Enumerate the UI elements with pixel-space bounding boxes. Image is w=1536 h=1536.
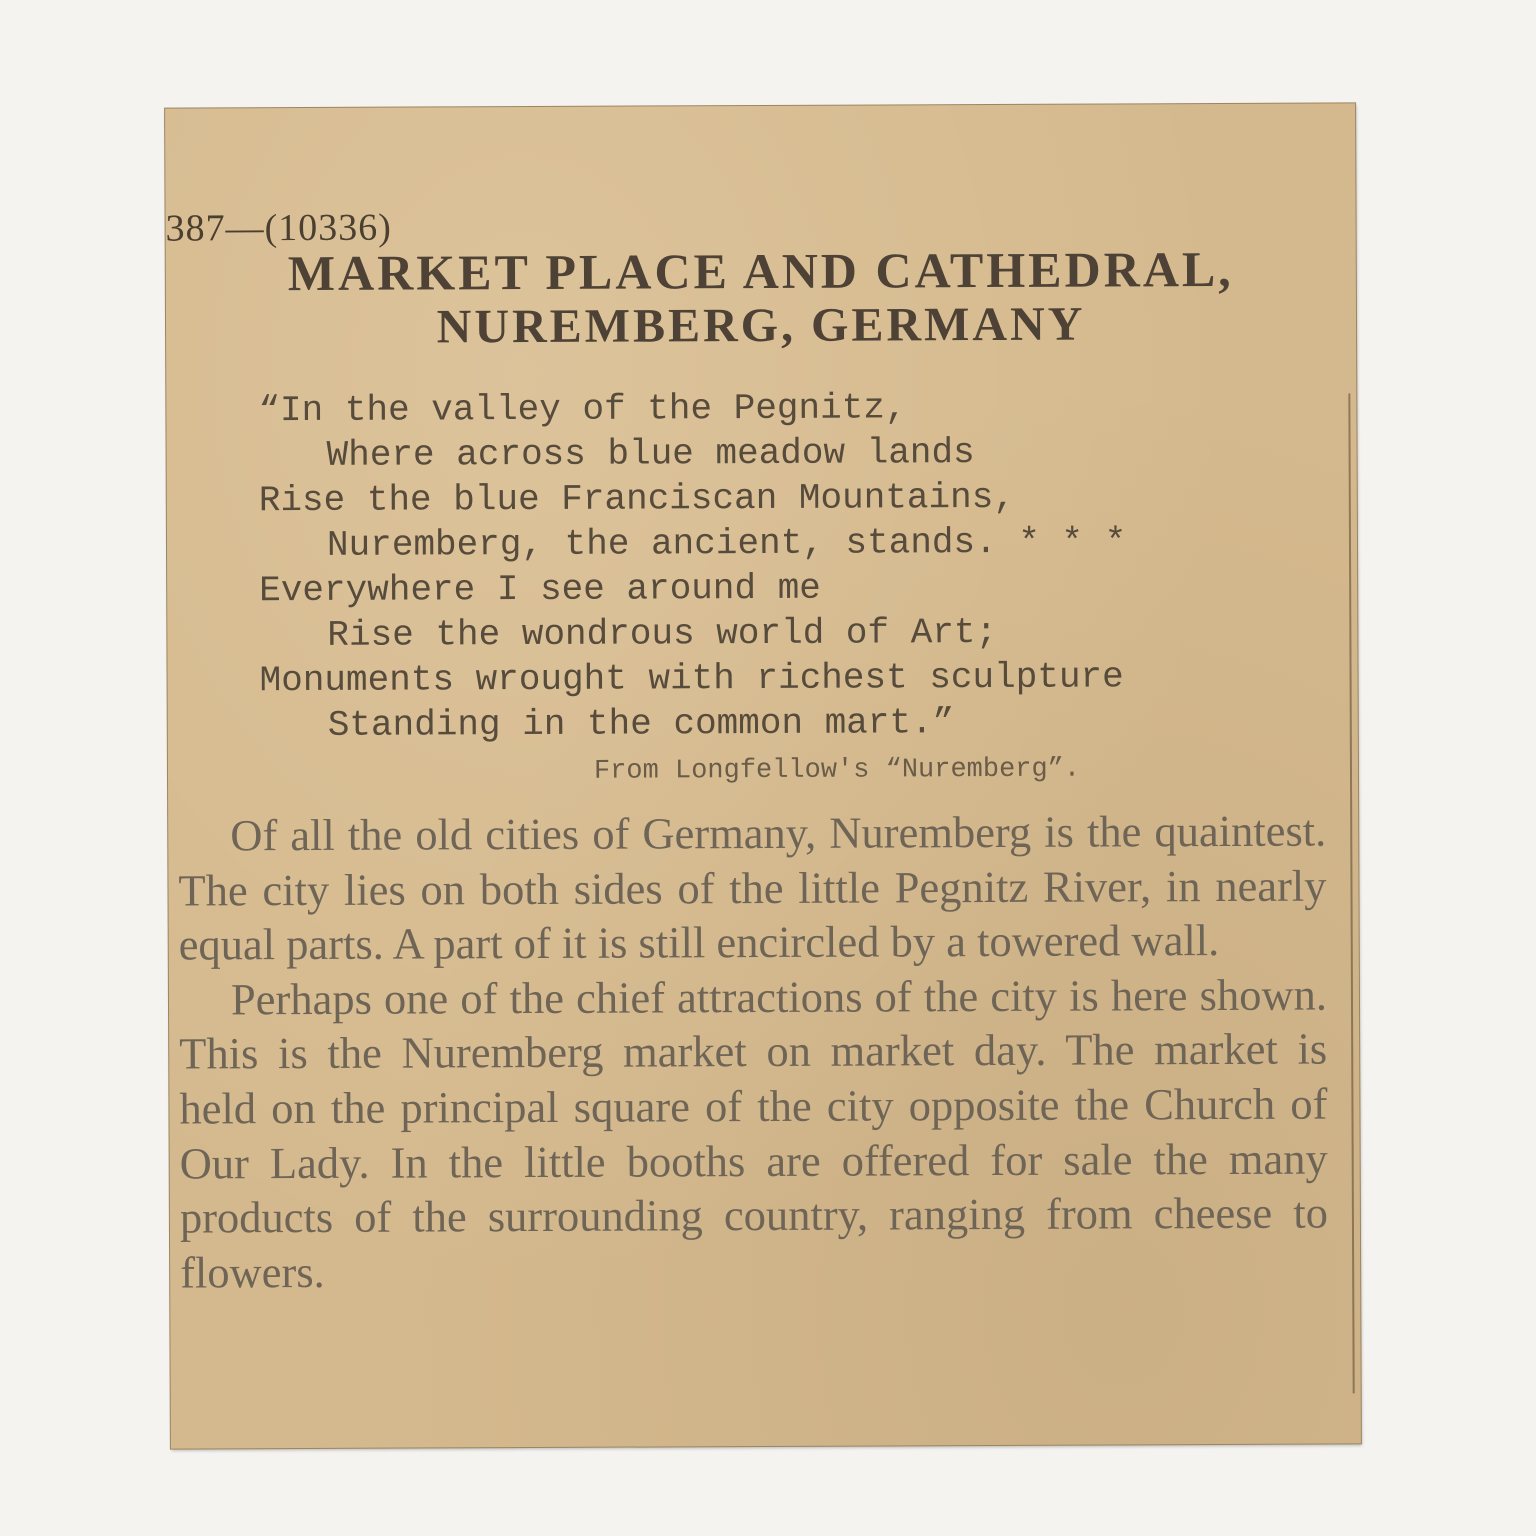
- poem-line: Standing in the common mart.”: [327, 702, 955, 746]
- poem-line: Nuremberg, the ancient, stands. * * *: [326, 521, 1127, 566]
- poem-line: Everywhere I see around me: [259, 567, 821, 612]
- poem-line: Rise the wondrous world of Art;: [327, 611, 998, 656]
- poem-line: Rise the blue Franciscan Mountains,: [258, 476, 1016, 522]
- poem-quote: [258, 384, 1260, 748]
- description-paragraph: Perhaps one of the chief attractions of the city is here shown. This is the Nuremberg market on market day. The market is held on the principal square of the city opposite the Church of Our Lady. In the little booths are offered for sale the many products of the surrounding country, ranging from cheese to flowers.: [179, 969, 1329, 1298]
- poem-attribution: From Longfellow's “Nuremberg”.: [593, 754, 1081, 787]
- poem-line: “In the valley of the Pegnitz,: [258, 387, 907, 432]
- title-line-1: MARKET PLACE AND CATHEDRAL,: [287, 240, 1234, 302]
- poem-line: Where across blue meadow lands: [326, 432, 975, 476]
- stereoview-card-back: [165, 103, 1361, 1448]
- description-paragraph: Of all the old cities of Germany, Nuremberg is the quaintest. The city lies on both sides of the little Pegnitz River, in nearly equal parts. A part of it is still encircled by a towered wall.: [178, 805, 1327, 970]
- description-body: [178, 804, 1328, 1300]
- title-line-2: NUREMBERG, GERMANY: [436, 297, 1086, 354]
- poem-line: Monuments wrought with richest sculpture: [259, 656, 1124, 702]
- catalog-number: 387—(10336): [165, 206, 393, 250]
